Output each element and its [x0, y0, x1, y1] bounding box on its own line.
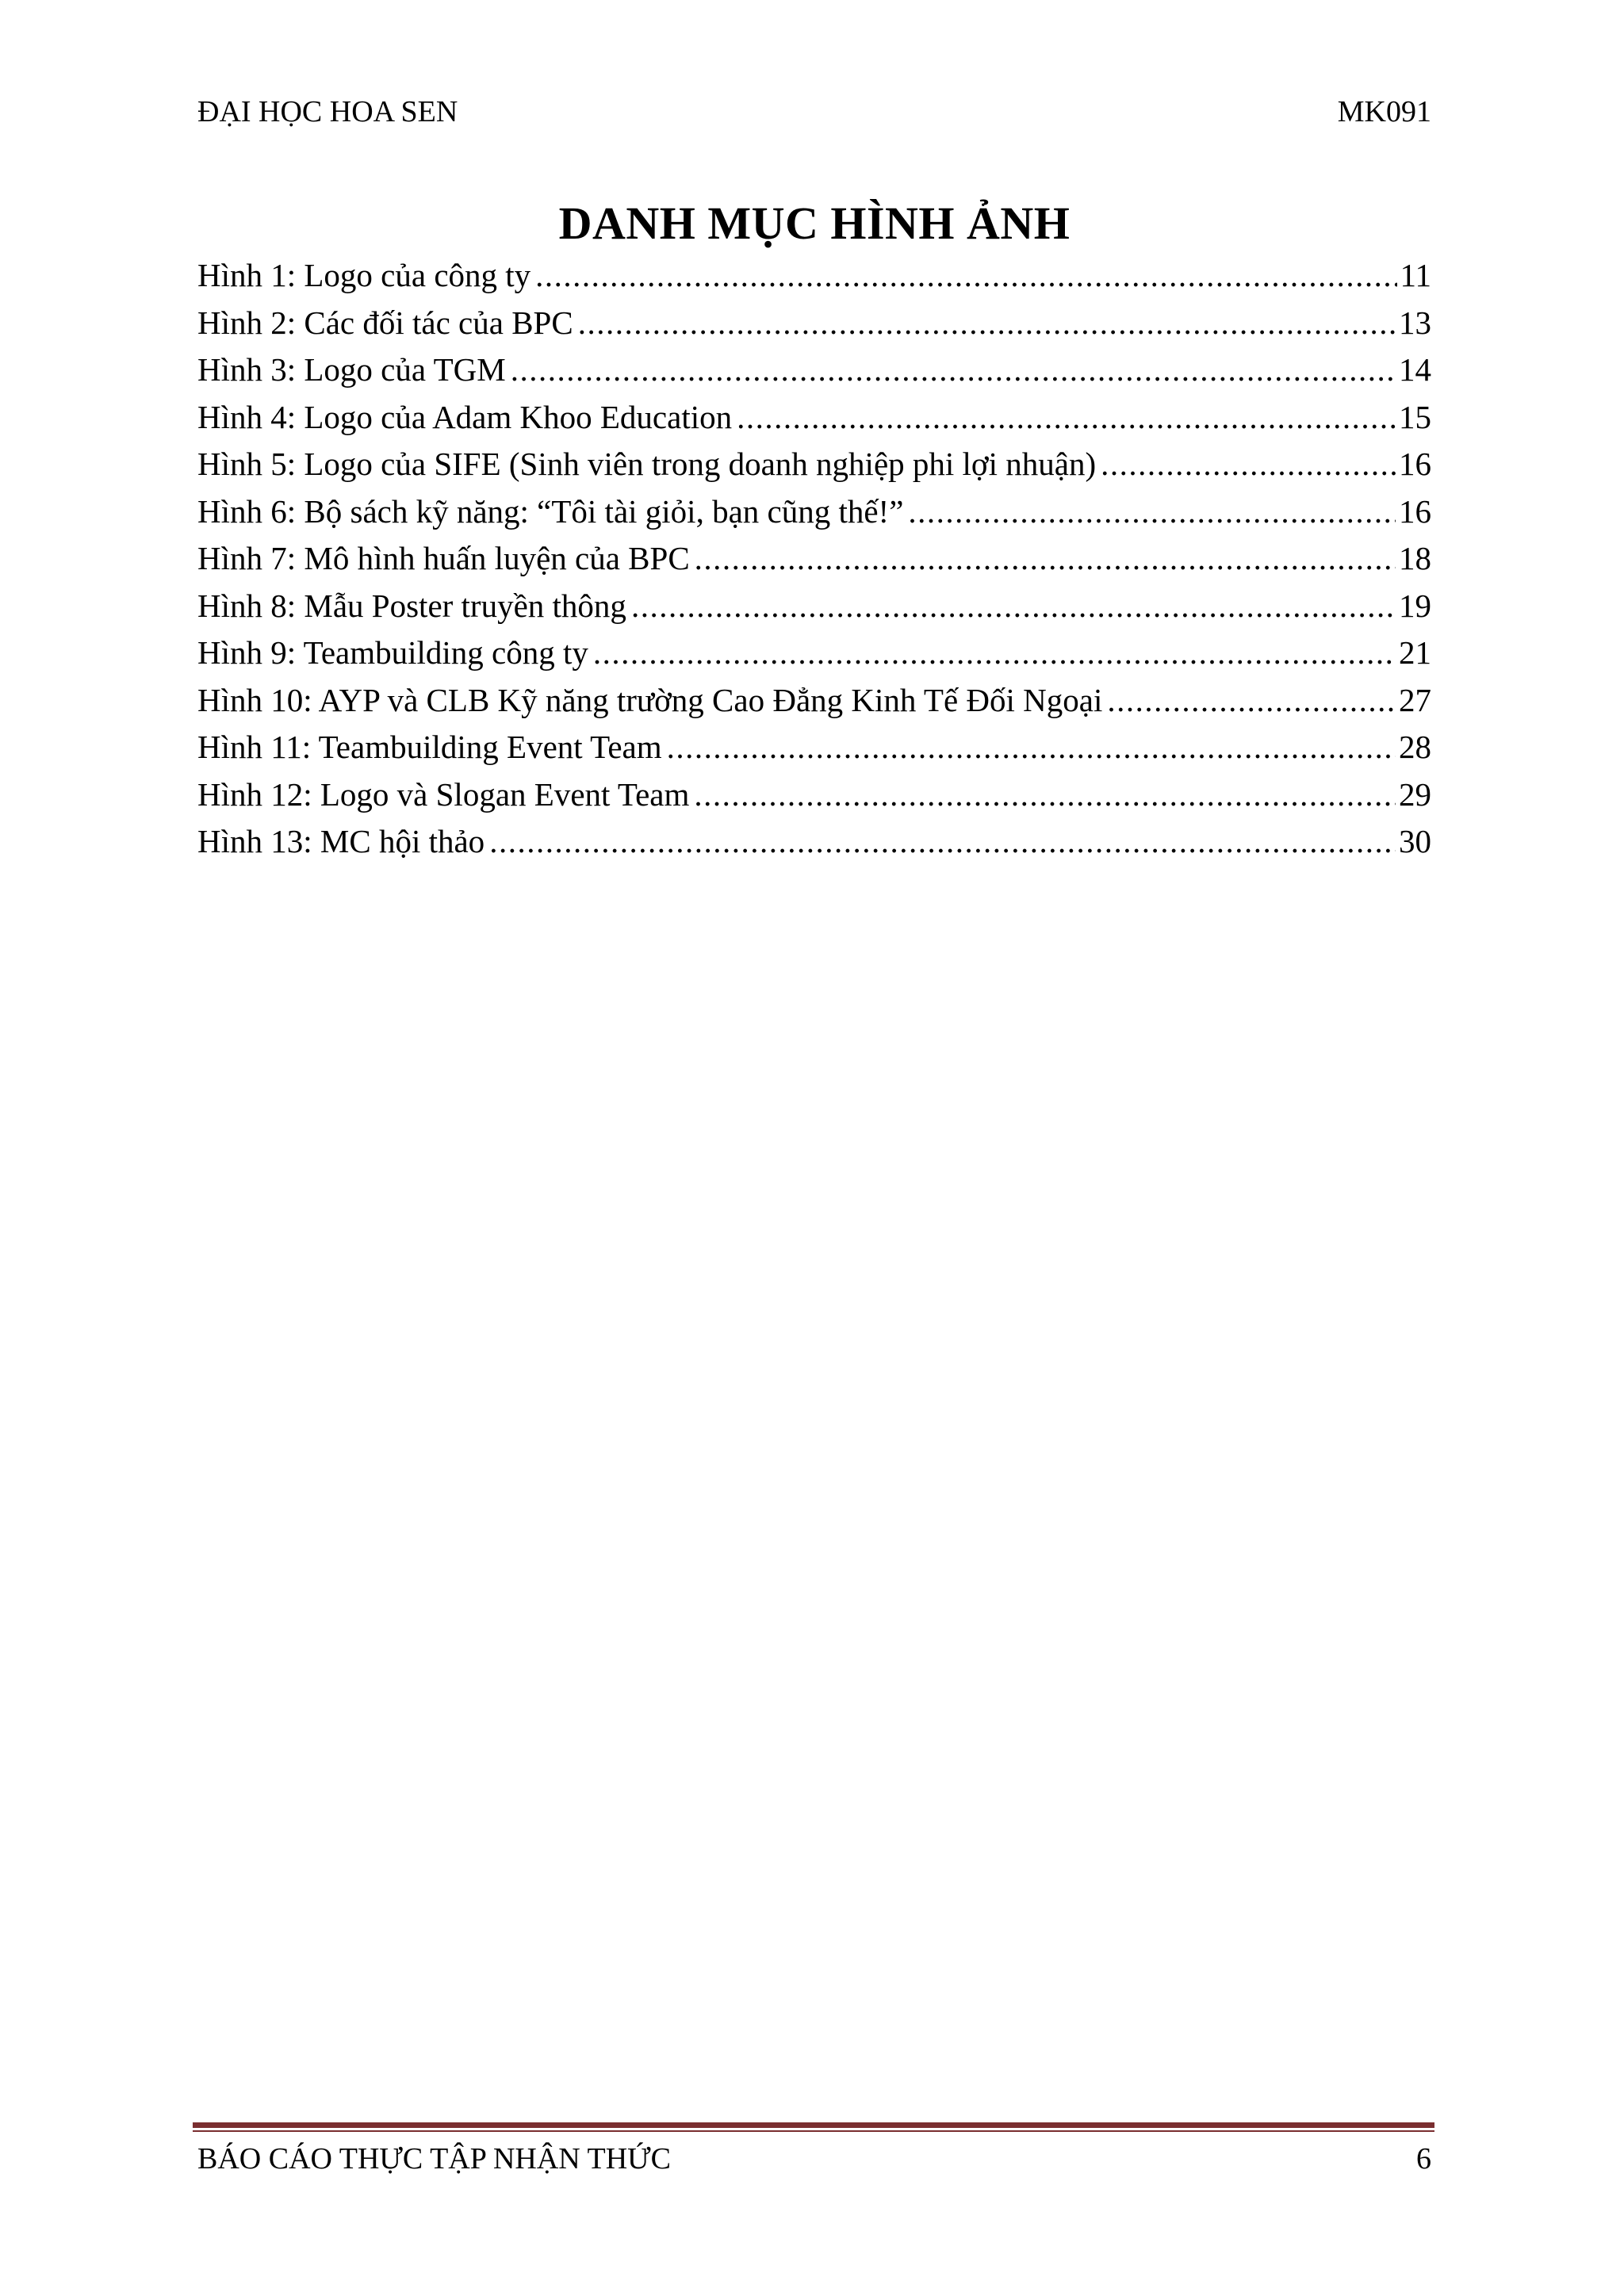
toc-entry-label: Hình 11: Teambuilding Event Team: [197, 729, 662, 765]
footer-report-title: BÁO CÁO THỰC TẬP NHẬN THỨC: [197, 2142, 672, 2175]
toc-dot-leader: [535, 252, 1396, 300]
toc-entry-label: Hình 4: Logo của Adam Khoo Education: [197, 398, 733, 435]
header-institution: ĐẠI HỌC HOA SEN: [197, 95, 458, 128]
toc-entry[interactable]: [197, 771, 1431, 819]
toc-entry-page: 29: [1399, 775, 1431, 813]
toc-entry[interactable]: [197, 441, 1431, 488]
toc-entry-label: Hình 7: Mô hình huấn luyện của BPC: [197, 540, 690, 576]
toc-entry[interactable]: [197, 252, 1431, 300]
toc-entry-label: Hình 6: Bộ sách kỹ năng: “Tôi tài giỏi, bạn cũng thế!”: [197, 492, 904, 530]
footer-divider: [193, 2122, 1434, 2132]
toc-entry[interactable]: [197, 583, 1431, 630]
toc-dot-leader: [1101, 441, 1396, 488]
toc-entry-page: 14: [1399, 351, 1431, 388]
footer-divider-thick: [193, 2122, 1434, 2128]
page-header: [197, 94, 1431, 130]
toc-entry-page: 21: [1399, 634, 1431, 671]
page-number: 6: [1416, 2142, 1431, 2175]
page-title: DANH MỤC HÌNH ẢNH: [558, 197, 1071, 249]
toc-dot-leader: [593, 629, 1396, 677]
toc-entry-page: 28: [1399, 729, 1431, 765]
toc-entry-label: Hình 2: Các đối tác của BPC: [197, 304, 573, 341]
toc-entry[interactable]: [197, 394, 1431, 442]
toc-entry-label: Hình 13: MC hội thảo: [197, 823, 485, 859]
toc-entry-label: Hình 8: Mẫu Poster truyền thông: [197, 587, 626, 624]
toc-entry-page: 19: [1399, 587, 1431, 624]
toc-dot-leader: [489, 818, 1396, 866]
toc-entry-label: Hình 5: Logo của SIFE (Sinh viên trong doanh nghiệp phi lợi nhuận): [197, 446, 1097, 482]
toc-entry-page: 11: [1400, 257, 1431, 293]
toc-entry[interactable]: [197, 724, 1431, 771]
toc-dot-leader: [511, 346, 1396, 394]
toc-entry-page: 15: [1399, 398, 1431, 435]
toc-entry-label: Hình 1: Logo của công ty: [197, 257, 531, 293]
toc-entry[interactable]: [197, 629, 1431, 677]
page-footer: [197, 2141, 1431, 2177]
toc-entry-page: 18: [1399, 540, 1431, 576]
toc-entry-page: 16: [1399, 446, 1431, 482]
toc-entry-label: Hình 3: Logo của TGM: [197, 351, 506, 388]
toc-dot-leader: [667, 724, 1396, 771]
toc-entry-page: 13: [1399, 304, 1431, 341]
toc-entry-label: Hình 12: Logo và Slogan Event Team: [197, 775, 690, 813]
toc-dot-leader: [695, 535, 1396, 583]
toc-dot-leader: [737, 394, 1396, 442]
header-code: MK091: [1337, 95, 1431, 128]
toc-entry-label: Hình 10: AYP và CLB Kỹ năng trường Cao Đẳng Kinh Tế Đối Ngoại: [197, 681, 1103, 718]
toc-dot-leader: [1107, 677, 1396, 725]
figure-list: [197, 252, 1431, 866]
toc-dot-leader: [694, 771, 1396, 819]
toc-entry[interactable]: [197, 488, 1431, 536]
toc-dot-leader: [631, 583, 1396, 630]
toc-dot-leader: [908, 488, 1396, 536]
toc-entry-page: 30: [1399, 823, 1431, 859]
toc-entry[interactable]: [197, 346, 1431, 394]
toc-entry-page: 27: [1399, 681, 1431, 718]
toc-entry[interactable]: [197, 818, 1431, 866]
footer-divider-thin: [193, 2130, 1434, 2132]
toc-entry[interactable]: [197, 300, 1431, 347]
toc-entry[interactable]: [197, 535, 1431, 583]
toc-dot-leader: [578, 300, 1396, 347]
toc-entry-label: Hình 9: Teambuilding công ty: [197, 634, 588, 671]
toc-entry[interactable]: [197, 677, 1431, 725]
toc-entry-page: 16: [1399, 492, 1431, 530]
